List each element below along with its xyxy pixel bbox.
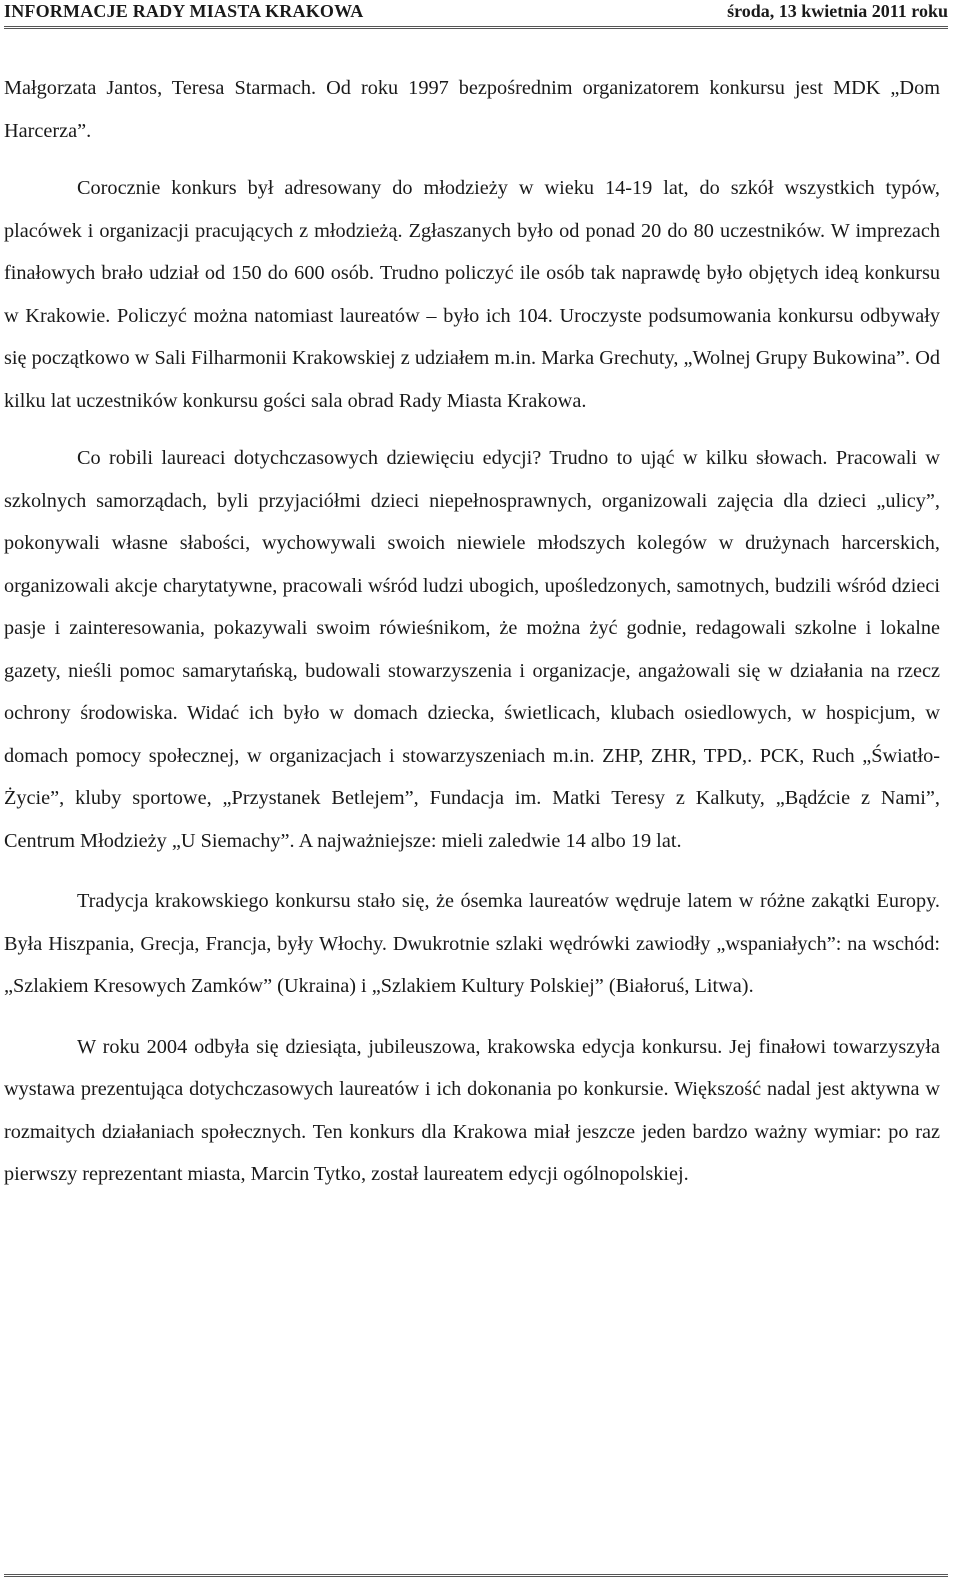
publication-date: środa, 13 kwietnia 2011 roku — [727, 1, 948, 21]
footer-divider — [4, 1574, 948, 1577]
page-header — [4, 0, 948, 29]
publication-title: INFORMACJE RADY MIASTA KRAKOWA — [4, 1, 364, 21]
paragraph-organizers: Małgorzata Jantos, Teresa Starmach. Od roku 1997 bezpośrednim organizatorem konkursu jest MDK „Dom Harcerza”. — [4, 77, 940, 142]
paragraph-laureates-activities: Co robili laureaci dotychczasowych dziewięciu edycji? Trudno to ująć w kilku słowach. Pracowali w szkolnych samorządach, byli przyjaciółmi dzieci niepełnosprawnych, organizowali zajęcia dla dzieci „ulicy”, pokonywali własne słabości, wychowywali swoich niewiele młodszych kolegów w drużynach harcerskich, organizowali akcje charytatywne, pracowali wśród ludzi ubogich, upośledzonych, samotnych, budzili wśród dzieci pasje i zainteresowania, pokazywali swoim rówieśnikom, że można żyć godnie, redagowali szkolne i lokalne gazety, nieśli pomoc samarytańską, budowali stowarzyszenia i organizacje, angażowali się w działania na rzecz ochrony środowiska. Widać ich było w domach dziecka, świetlicach, klubach osiedlowych, w hospicjum, w domach pomocy społecznej, w organizacjach i stowarzyszeniach m.in. ZHP, ZHR, TPD,. PCK, Ruch „Światło-Życie”, kluby sportowe, „Przystanek Betlejem”, Fundacja im. Matki Teresy z Kalkuty, „Bądźcie z Nami”, Centrum Młodzieży „U Siemachy”. A najważniejsze: mieli zaledwie 14 albo 19 lat. — [4, 447, 940, 852]
paragraph-travels: Tradycja krakowskiego konkursu stało się, że ósemka laureatów wędruje latem w różne zakątki Europy. Była Hiszpania, Grecja, Francja, były Włochy. Dwukrotnie szlaki wędrówki zawiodły „wspaniałych”: na wschód: „Szlakiem Kresowych Zamków” (Ukraina) i „Szlakiem Kultury Polskiej” (Białoruś, Litwa). — [4, 890, 940, 997]
paragraph-jubilee: W roku 2004 odbyła się dziesiąta, jubileuszowa, krakowska edycja konkursu. Jej finałowi towarzyszyła wystawa prezentująca dotychczasowych laureatów i ich dokonania po konkursie. Większość nadal jest aktywna w rozmaitych działaniach społecznych. Ten konkurs dla Krakowa miał jeszcze jeden bardzo ważny wymiar: po raz pierwszy reprezentant miasta, Marcin Tytko, został laureatem edycji ogólnopolskiej. — [4, 1035, 940, 1185]
article-body — [4, 67, 940, 1196]
paragraph-participants: Corocznie konkurs był adresowany do młodzieży w wieku 14-19 lat, do szkół wszystkich typów, placówek i organizacji pracujących z młodzieżą. Zgłaszanych było od ponad 20 do 80 uczestników. W imprezach finałowych brało udział od 150 do 600 osób. Trudno policzyć ile osób tak naprawdę było objętych ideą konkursu w Krakowie. Policzyć można natomiast laureatów – było ich 104. Uroczyste podsumowania konkursu odbywały się początkowo w Sali Filharmonii Krakowskiej z udziałem m.in. Marka Grechuty, „Wolnej Grupy Bukowina”. Od kilku lat uczestników konkursu gości sala obrad Rady Miasta Krakowa. — [4, 177, 940, 412]
